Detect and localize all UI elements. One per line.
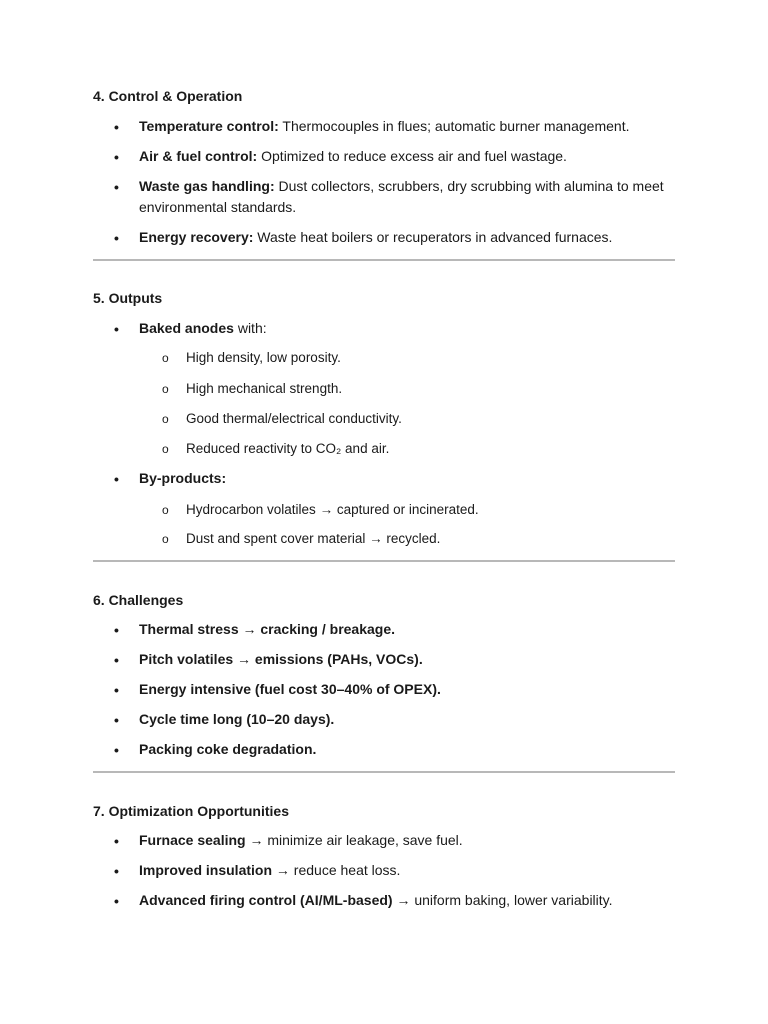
sub-bullet-marker: o	[162, 412, 169, 426]
list-item-text	[139, 649, 679, 670]
list-item-label: Energy intensive (fuel cost 30–40% of OPEX).	[139, 681, 441, 697]
list-item-body: → uniform baking, lower variability.	[392, 892, 613, 908]
sub-bullet-marker: o	[162, 442, 169, 456]
sub-list-item-text: Dust and spent cover material → recycled.	[186, 531, 441, 546]
list-item-text	[139, 318, 679, 339]
list-item-text	[139, 468, 679, 489]
section-divider	[93, 259, 675, 261]
sub-list-item-text: High mechanical strength.	[186, 381, 343, 396]
list-item-body: → minimize air leakage, save fuel.	[245, 832, 463, 848]
bullet-marker: •	[114, 321, 119, 337]
list-item-label: Cycle time long (10–20 days).	[139, 711, 335, 727]
sub-list-item-text: Good thermal/electrical conductivity.	[186, 411, 402, 426]
list-item-text	[139, 830, 679, 851]
list-item-text	[139, 860, 679, 881]
bullet-marker: •	[114, 652, 119, 668]
section-divider	[93, 560, 675, 562]
list-item-body: → reduce heat loss.	[272, 862, 401, 878]
section-heading-control: 4. Control & Operation	[93, 88, 243, 104]
bullet-marker: •	[114, 179, 119, 195]
bullet-marker: •	[114, 682, 119, 698]
list-item-text	[139, 679, 679, 700]
list-item-label: Energy recovery:	[139, 229, 254, 245]
bullet-marker: •	[114, 471, 119, 487]
list-item-text	[139, 116, 679, 137]
list-item-body: Dust collectors, scrubbers, dry scrubbing with alumina to meet environmental standards.	[139, 178, 664, 215]
section-heading-challenges: 6. Challenges	[93, 592, 184, 608]
bullet-marker: •	[114, 893, 119, 909]
list-item-text	[139, 709, 679, 730]
sub-list-item-text: Hydrocarbon volatiles → captured or incinerated.	[186, 502, 479, 517]
list-item-text	[139, 176, 679, 218]
list-item-label: Air & fuel control:	[139, 148, 258, 164]
list-item-label: Pitch volatiles → emissions (PAHs, VOCs).	[139, 651, 423, 667]
list-item-body: Waste heat boilers or recuperators in advanced furnaces.	[253, 229, 613, 245]
list-item-text	[139, 890, 679, 911]
list-item-label: Advanced firing control (AI/ML-based)	[139, 892, 393, 908]
bullet-marker: •	[114, 149, 119, 165]
section-divider	[93, 771, 675, 773]
list-item-label: Packing coke degradation.	[139, 741, 317, 757]
bullet-marker: •	[114, 622, 119, 638]
sub-bullet-marker: o	[162, 503, 169, 517]
sub-list-item-text: Reduced reactivity to CO₂ and air.	[186, 441, 390, 456]
bullet-marker: •	[114, 833, 119, 849]
list-item-label: Baked anodes	[139, 320, 234, 336]
section-heading-optimization: 7. Optimization Opportunities	[93, 803, 289, 819]
list-item-text	[139, 146, 679, 167]
sub-bullet-marker: o	[162, 382, 169, 396]
sub-bullet-marker: o	[162, 351, 169, 365]
bullet-marker: •	[114, 119, 119, 135]
list-item-text	[139, 619, 679, 640]
list-item-label: Thermal stress → cracking / breakage.	[139, 621, 396, 637]
list-item-label: Waste gas handling:	[139, 178, 275, 194]
bullet-marker: •	[114, 712, 119, 728]
list-item-label: Furnace sealing	[139, 832, 246, 848]
list-item-label: By-products:	[139, 470, 227, 486]
list-item-body: with:	[233, 320, 267, 336]
section-heading-outputs: 5. Outputs	[93, 290, 163, 306]
sub-bullet-marker: o	[162, 532, 169, 546]
list-item-label: Temperature control:	[139, 118, 279, 134]
bullet-marker: •	[114, 863, 119, 879]
list-item-text	[139, 227, 679, 248]
sub-list-item-text: High density, low porosity.	[186, 350, 341, 365]
bullet-marker: •	[114, 230, 119, 246]
list-item-label: Improved insulation	[139, 862, 273, 878]
list-item-body: Thermocouples in flues; automatic burner management.	[278, 118, 630, 134]
list-item-body: Optimized to reduce excess air and fuel wastage.	[257, 148, 567, 164]
bullet-marker: •	[114, 742, 119, 758]
list-item-text	[139, 739, 679, 760]
